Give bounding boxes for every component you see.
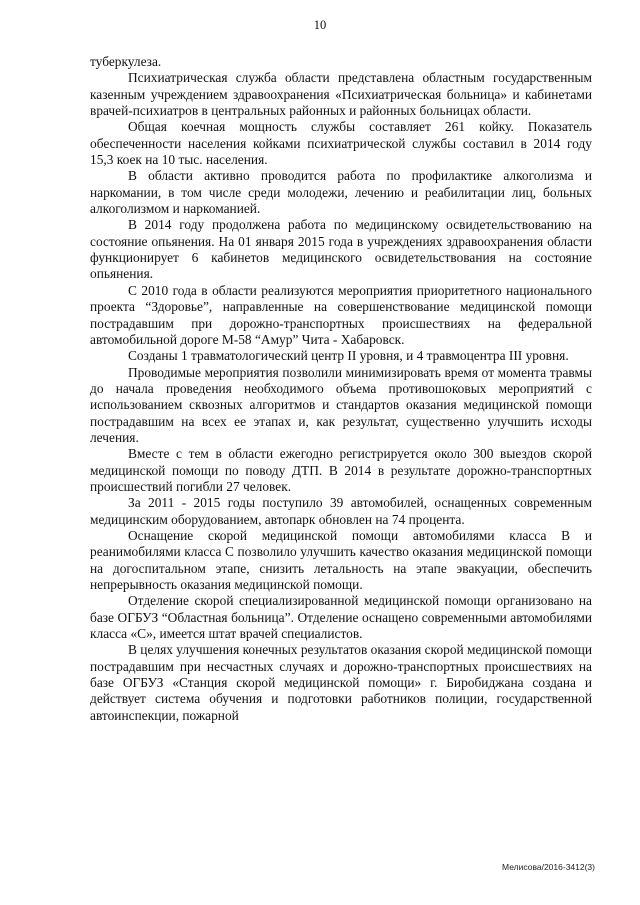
document-code: Мелисова/2016-3412(3) xyxy=(502,862,595,872)
document-body xyxy=(90,54,592,724)
paragraph: В области активно проводится работа по профилактике алкоголизма и наркомании, в том числе среди молодежи, лечению и реабилитации лиц, больных алкоголизмом и наркоманией. xyxy=(90,168,592,217)
paragraph: Вместе с тем в области ежегодно регистрируется около 300 выездов скорой медицинской помощи по поводу ДТП. В 2014 в результате дорожно-транспортных происшествий погибли 27 человек. xyxy=(90,446,592,494)
paragraph: В целях улучшения конечных результатов оказания скорой медицинской помощи пострадавшим при несчастных случаях и дорожно-транспортных происшествиях на базе ОГБУЗ «Станция скорой медицинской помощи» г. Биробиджана создана и действует система обучения и подготовки работников полиции, государственной автоинспекции, пожарной xyxy=(90,642,592,723)
paragraph: Проводимые мероприятия позволили минимизировать время от момента травмы до начала проведения необходимого объема противошоковых мероприятий с использованием сквозных алгоритмов и стандартов оказания медицинской помощи пострадавшим на всех ее этапах и, как результат, существенно улучшить исходы лечения. xyxy=(90,364,592,445)
paragraph: За 2011 - 2015 годы поступило 39 автомобилей, оснащенных современным медицинским оборудованием, автопарк обновлен на 74 процента. xyxy=(90,495,592,527)
paragraph: Созданы 1 травматологический центр II уровня, и 4 травмоцентра III уровня. xyxy=(128,348,569,364)
paragraph: С 2010 года в области реализуются мероприятия приоритетного национального проекта “Здоровье”, направленные на совершенствование медицинской помощи пострадавшим при дорожно-транспортных происшествиях на федеральной автомобильной дороге М-58 “Амур” Чита - Хабаровск. xyxy=(90,282,592,347)
paragraph: Психиатрическая служба области представлена областным государственным казенным учреждением здравоохранения «Психиатрическая больница» и кабинетами врачей-психиатров в центральных районных и районных больницах области. xyxy=(90,70,592,119)
paragraph: Оснащение скорой медицинской помощи автомобилями класса В и реанимобилями класса С позволило улучшить качество оказания медицинской помощи на догоспитальном этапе, снизить летальность на этапе эвакуации, обеспечить непрерывность оказания медицинской помощи. xyxy=(90,527,592,592)
paragraph: туберкулеза. xyxy=(90,54,162,69)
paragraph: Общая коечная мощность службы составляет 261 койку. Показатель обеспеченности населения койками психиатрической службы составил в 2014 году 15,3 коек на 10 тыс. населения. xyxy=(90,119,592,168)
paragraph: В 2014 году продолжена работа по медицинскому освидетельствованию на состояние опьянения. На 01 января 2015 года в учреждениях здравоохранения области функционирует 6 кабинетов медицинского освидетельствования на состояние опьянения. xyxy=(90,217,592,282)
page-number: 10 xyxy=(313,18,327,32)
paragraph: Отделение скорой специализированной медицинской помощи организовано на базе ОГБУЗ “Областная больница”. Отделение оснащено современными автомобилями класса «С», имеется штат врачей специалистов. xyxy=(90,593,592,642)
